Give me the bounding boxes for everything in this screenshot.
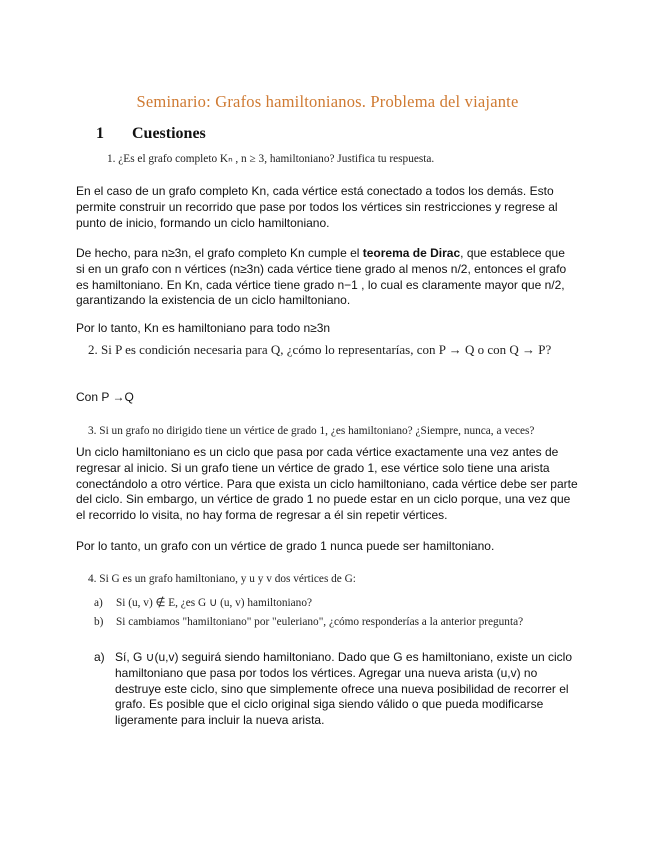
answer-4a bbox=[94, 650, 574, 729]
answer-paragraph-2 bbox=[76, 246, 576, 309]
question-4a-label: a) bbox=[94, 597, 103, 609]
answer-paragraph-5: Un ciclo hamiltoniano es un ciclo que pasa por cada vértice exactamente una vez antes de regresar al inicio. Si un grafo tiene un vértice de grado 1, ese vértice solo tiene una arista conectándolo a otro vértice. Para que exista un ciclo hamiltoniano, cada vértice debe ser parte del ciclo. Sin embargo, un vértice de grado 1 no puede estar en un ciclo porque, una vez que el recorrido lo visita, no hay forma de regresar a él sin repetir vértices. bbox=[76, 445, 578, 523]
answer-paragraph-1: En el caso de un grafo completo Kn, cada vértice está conectado a todos los demás. Esto permite construir un recorrido que pase por todos los vértices sin restricciones y regrese al punto de inicio, formando un ciclo hamiltoniano. bbox=[76, 184, 558, 230]
answer-paragraph-2-end: , que establece que si en un grafo con n vértices (n≥3n) cada vértice tiene grado al menos n/2, entonces el grafo es hamiltoniano. En Kn, cada vértice tiene grado n−1 , lo cual es claramente mayor que n/2, garantizando la existencia de un ciclo hamiltoniano. bbox=[76, 246, 567, 308]
answer-4a-text: Sí, G ∪(u,v) seguirá siendo hamiltoniano. Dado que G es hamiltoniano, existe un ciclo hamiltoniano que pasa por todos los vértices. Agregar una nueva arista (u,v) no destruye este ciclo, sino que simplemente ofrece una nueva posibilidad de recorrer el grafo. Es posible que el ciclo original siga siendo válido o que pueda modificarse ligeramente para incluir la nueva arista. bbox=[115, 650, 573, 728]
answer-paragraph-6: Por lo tanto, un grafo con un vértice de grado 1 nunca puede ser hamiltoniano. bbox=[76, 539, 495, 553]
question-4a bbox=[94, 596, 523, 616]
section-title: Cuestiones bbox=[132, 125, 206, 142]
section-heading bbox=[96, 125, 206, 143]
question-4a-text: Si (u, v) ∉ E, ¿es G ∪ (u, v) hamiltoniano? bbox=[116, 597, 312, 609]
question-4b-text: Si cambiamos "hamiltoniano" por "euleriano", ¿cómo responderías a la anterior pregunta? bbox=[116, 616, 524, 628]
section-number: 1 bbox=[96, 125, 104, 142]
question-4: 4. Si G es un grafo hamiltoniano, y u y v dos vértices de G: bbox=[88, 573, 356, 585]
question-3: 3. Si un grafo no dirigido tiene un vértice de grado 1, ¿es hamiltoniano? ¿Siempre, nunca, a veces? bbox=[88, 425, 535, 437]
answer-4a-label: a) bbox=[94, 650, 105, 664]
answer-paragraph-3: Por lo tanto, Kn es hamiltoniano para todo n≥3n bbox=[76, 321, 331, 335]
document-title: Seminario: Grafos hamiltonianos. Problema del viajante bbox=[136, 92, 519, 111]
dirac-theorem-term: teorema de Dirac bbox=[362, 246, 461, 260]
question-2: 2. Si P es condición necesaria para Q, ¿cómo lo representarías, con P → Q o con Q → P? bbox=[88, 342, 552, 357]
question-4b-label: b) bbox=[94, 616, 104, 628]
answer-paragraph-4: Con P →Q bbox=[76, 390, 134, 404]
question-1: 1. ¿Es el grafo completo Kₙ , n ≥ 3, hamiltoniano? Justifica tu respuesta. bbox=[107, 153, 435, 165]
question-4b bbox=[94, 616, 523, 636]
answer-paragraph-2-start: De hecho, para n≥3n, el grafo completo Kn cumple el bbox=[76, 246, 363, 260]
question-4-subitems bbox=[94, 596, 523, 636]
